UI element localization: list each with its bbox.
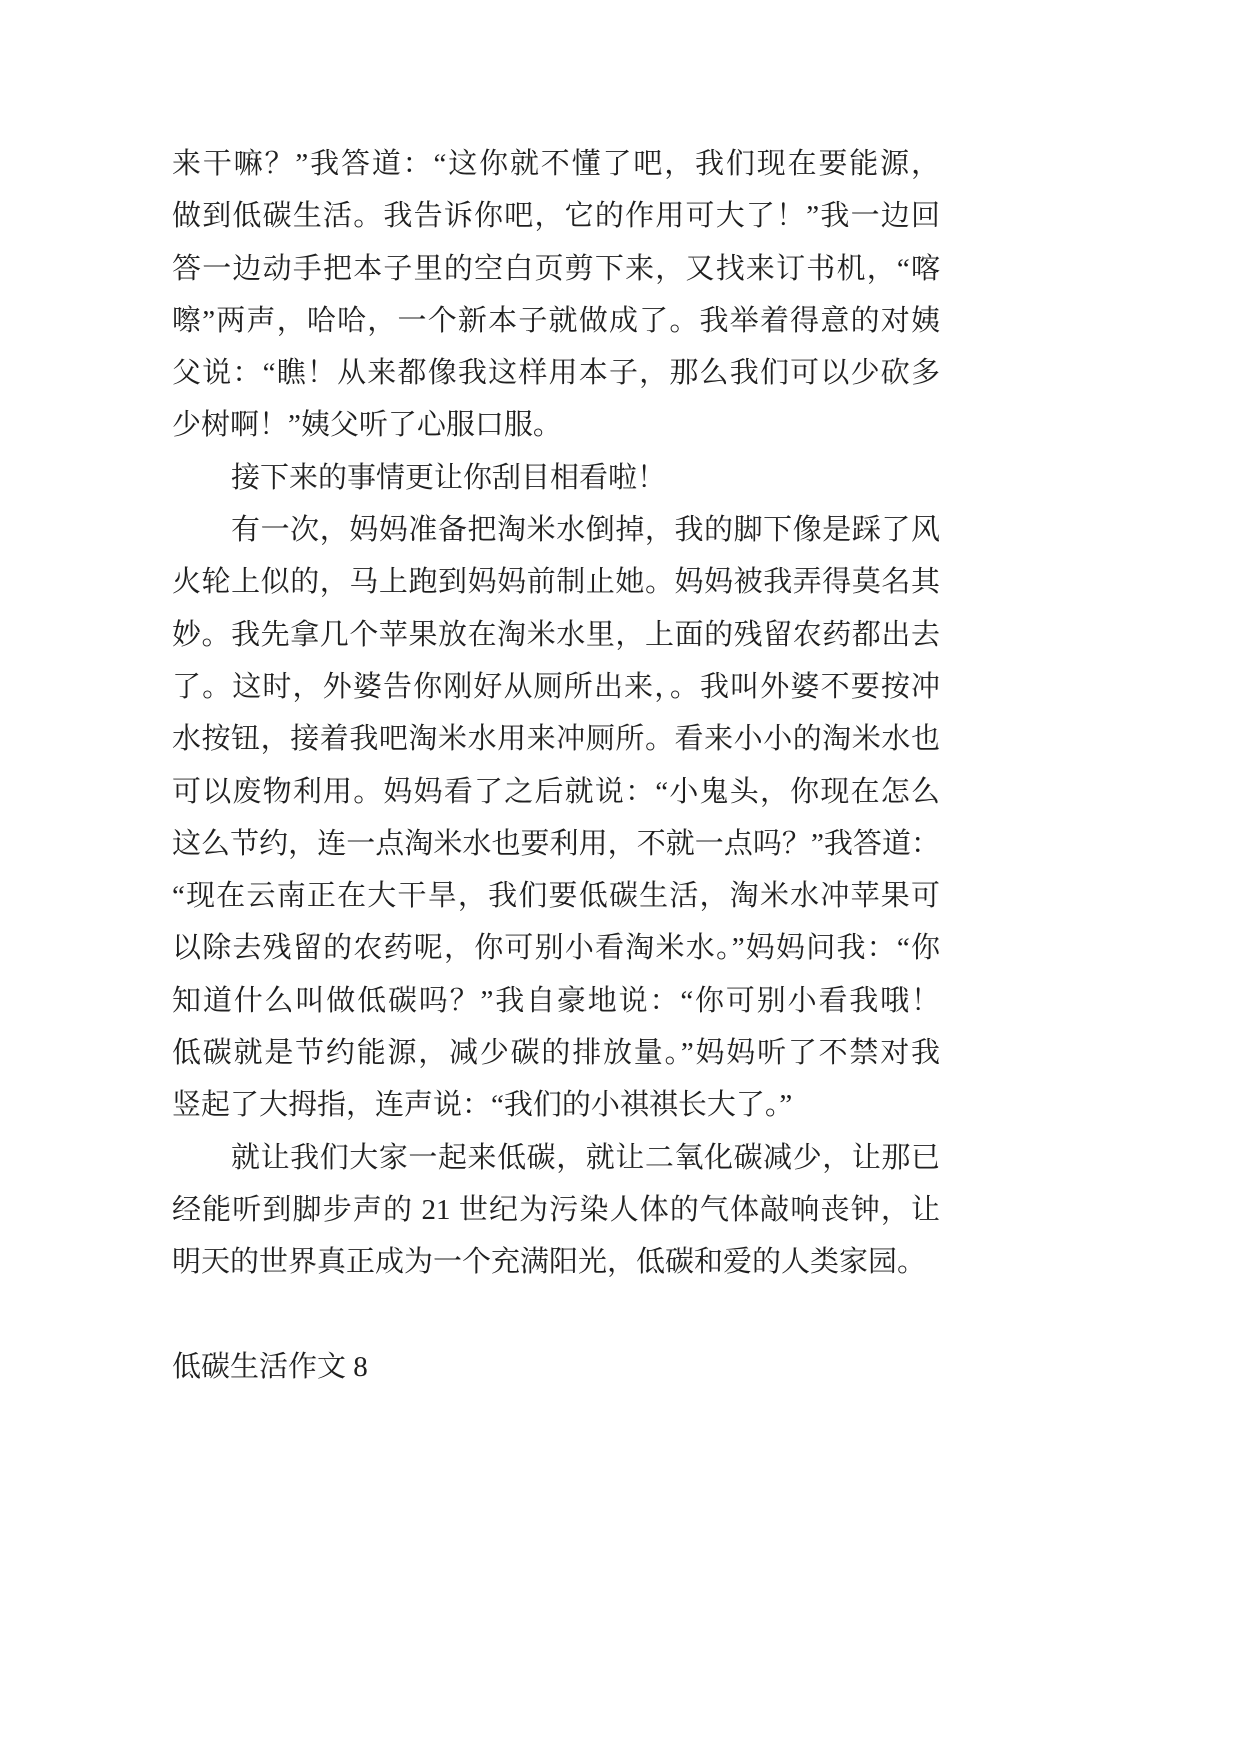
text-line: 明天的世界真正成为一个充满阳光，低碳和爱的人类家园。 (172, 1246, 927, 1279)
text-line: 水按钮，接着我吧淘米水用来冲厕所。看来小小的淘米水也 (172, 723, 940, 756)
text-line: 来干嘛？”我答道：“这你就不懂了吧，我们现在要能源， (172, 148, 940, 180)
text-line: 嚓”两声，哈哈，一个新本子就做成了。我举着得意的对姨 (172, 304, 940, 337)
text-line: 做到低碳生活。我告诉你吧，它的作用可大了！”我一边回 (172, 200, 940, 233)
text-line: 以除去残留的农药呢，你可别小看淘米水。”妈妈问我：“你 (172, 932, 940, 965)
text-line: 低碳就是节约能源，减少碳的排放量。”妈妈听了不禁对我 (172, 1037, 940, 1070)
text-line: 可以废物利用。妈妈看了之后就说：“小鬼头，你现在怎么 (172, 775, 940, 808)
text-line: 竖起了大拇指，连声说：“我们的小祺祺长大了。” (172, 1089, 793, 1122)
text-line: “现在云南正在大干旱，我们要低碳生活，淘米水冲苹果可 (172, 880, 940, 913)
text-line: 答一边动手把本子里的空白页剪下来，又找来订书机，“喀 (172, 252, 940, 285)
body-text (172, 138, 940, 1393)
text-line: 了。这时，外婆告你刚好从厕所出来，。我叫外婆不要按冲 (172, 670, 940, 703)
text-line: 知道什么叫做低碳吗？”我自豪地说：“你可别小看我哦！ (172, 984, 940, 1017)
blank-line (172, 1289, 940, 1341)
text-line: 父说：“瞧！从来都像我这样用本子，那么我们可以少砍多 (172, 357, 940, 390)
text-line: 这么节约，连一点淘米水也要利用，不就一点吗？”我答道： (172, 827, 940, 860)
text-line: 妙。我先拿几个苹果放在淘米水里，上面的残留农药都出去 (172, 618, 940, 651)
text-line: 经能听到脚步声的 21 世纪为污染人体的气体敲响丧钟，让 (172, 1193, 940, 1226)
text-line: 火轮上似的，马上跑到妈妈前制止她。妈妈被我弄得莫名其 (172, 566, 940, 599)
paragraph-first-line: 有一次，妈妈准备把淘米水倒掉，我的脚下像是踩了风 (231, 514, 940, 547)
section-title: 低碳生活作文 8 (172, 1350, 368, 1383)
text-line: 少树啊！”姨父听了心服口服。 (172, 409, 562, 442)
paragraph-first-line: 接下来的事情更让你刮目相看啦！ (231, 461, 667, 494)
paragraph-first-line: 就让我们大家一起来低碳，就让二氧化碳减少，让那已 (231, 1141, 940, 1174)
